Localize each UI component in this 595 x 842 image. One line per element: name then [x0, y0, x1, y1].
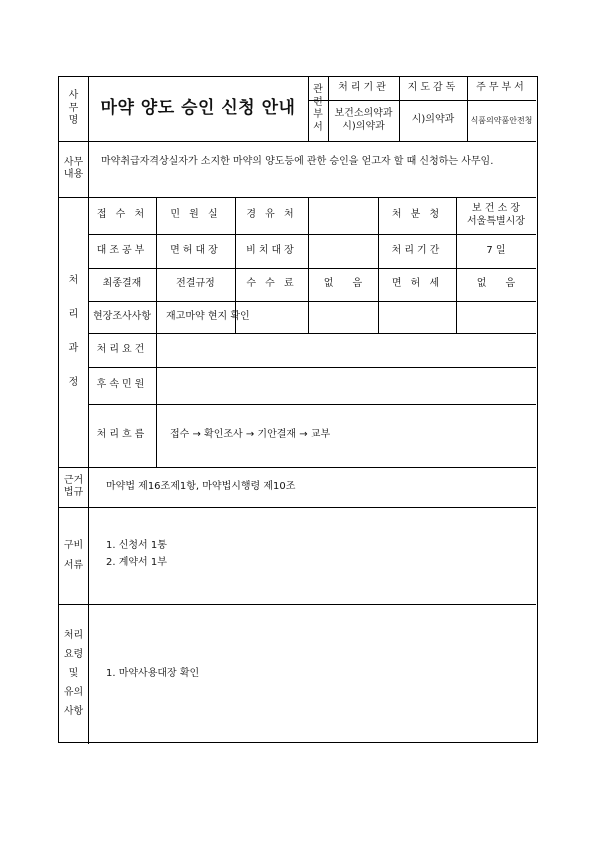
header-col-supervision: 지도감독 — [407, 82, 459, 94]
header-value-main-department: 식품의약품안전청 — [470, 115, 533, 125]
required-document-item: 1. 신청서 1통 — [106, 540, 167, 551]
required-document-item: 2. 계약서 1부 — [106, 557, 167, 568]
value-via-office — [308, 197, 378, 234]
value-kept-register — [308, 234, 378, 268]
label-follow-up: 후속민원 — [96, 379, 148, 391]
required-documents-label — [59, 507, 88, 604]
content-text: 마약취급자격상실자가 소지한 마약의 양도등에 관한 승인을 얻고자 할 때 신청하는 사무임. — [101, 156, 494, 167]
processing-notes-list — [106, 665, 506, 682]
label-processing-flow: 처리흐름 — [96, 429, 148, 441]
processing-note-item: 1. 마약사용대장 확인 — [106, 668, 200, 679]
required-documents-list — [106, 537, 506, 571]
label-disposition-agency: 처 분 청 — [391, 209, 443, 221]
value-processing-period: 7 일 — [486, 244, 506, 256]
value-disposition-agency-text: 보 건 소 장 서울특별시장 — [467, 203, 525, 227]
label-via-office: 경 유 처 — [246, 209, 297, 221]
processing-side-label — [59, 197, 88, 467]
value-fee: 없 음 — [323, 278, 363, 290]
label-fee: 수 수 료 — [246, 278, 297, 290]
label-license-tax: 면 허 세 — [391, 278, 443, 290]
value-processing-flow: 접수 → 확인조사 → 기안결재 → 교부 — [170, 429, 331, 441]
application-guide-form — [58, 76, 538, 743]
value-receiving-office: 민 원 실 — [170, 209, 221, 221]
side-label-office-name-text: 사 무 명 — [68, 90, 79, 127]
value-requirements — [156, 333, 536, 367]
header-col-main-department: 주무부서 — [476, 82, 527, 94]
required-documents-label-text: 구비 서류 — [63, 539, 84, 571]
processing-side-label-text: 처 리 과 정 — [68, 275, 79, 388]
value-reference-register: 면허대장 — [170, 244, 221, 256]
processing-notes-label-text: 처리 요령 및 유의 사항 — [63, 629, 84, 717]
value-license-tax: 없 음 — [476, 278, 516, 290]
header-value-processing-agency — [328, 100, 399, 141]
side-label-office-name — [59, 77, 88, 141]
header-col-processing-agency: 처리기관 — [338, 82, 389, 94]
related-department-label — [308, 77, 328, 141]
label-processing-period: 처리기간 — [391, 244, 443, 256]
value-follow-up — [156, 367, 536, 404]
legal-basis-label — [59, 467, 88, 507]
label-kept-register: 비치대장 — [246, 244, 297, 256]
header-value-processing-agency-text: 보건소의약과 시)의약과 — [334, 108, 393, 132]
header-value-supervision: 시)의약과 — [411, 114, 455, 126]
label-requirements: 처리요건 — [96, 343, 148, 355]
content-label — [59, 141, 88, 197]
label-reference-register: 대조공부 — [96, 244, 148, 256]
legal-basis-label-text: 근거 법규 — [63, 474, 84, 498]
content-label-text: 사무 내용 — [63, 156, 84, 180]
value-disposition-agency — [456, 197, 536, 234]
processing-notes-label — [59, 604, 88, 742]
label-receiving-office: 접 수 처 — [96, 209, 148, 221]
related-department-label-text: 관 련 부 서 — [313, 84, 323, 133]
page-title: 마약 양도 승인 신청 안내 — [100, 98, 296, 119]
label-site-survey: 현장조사사항 — [93, 310, 151, 322]
label-final-approval: 최종결재 — [102, 278, 142, 290]
legal-basis-text: 마약법 제16조제1항, 마약법시행령 제10조 — [106, 480, 296, 492]
value-final-approval: 전결규정 — [176, 278, 215, 290]
value-site-survey: 재고마약 현지 확인 — [166, 310, 250, 322]
